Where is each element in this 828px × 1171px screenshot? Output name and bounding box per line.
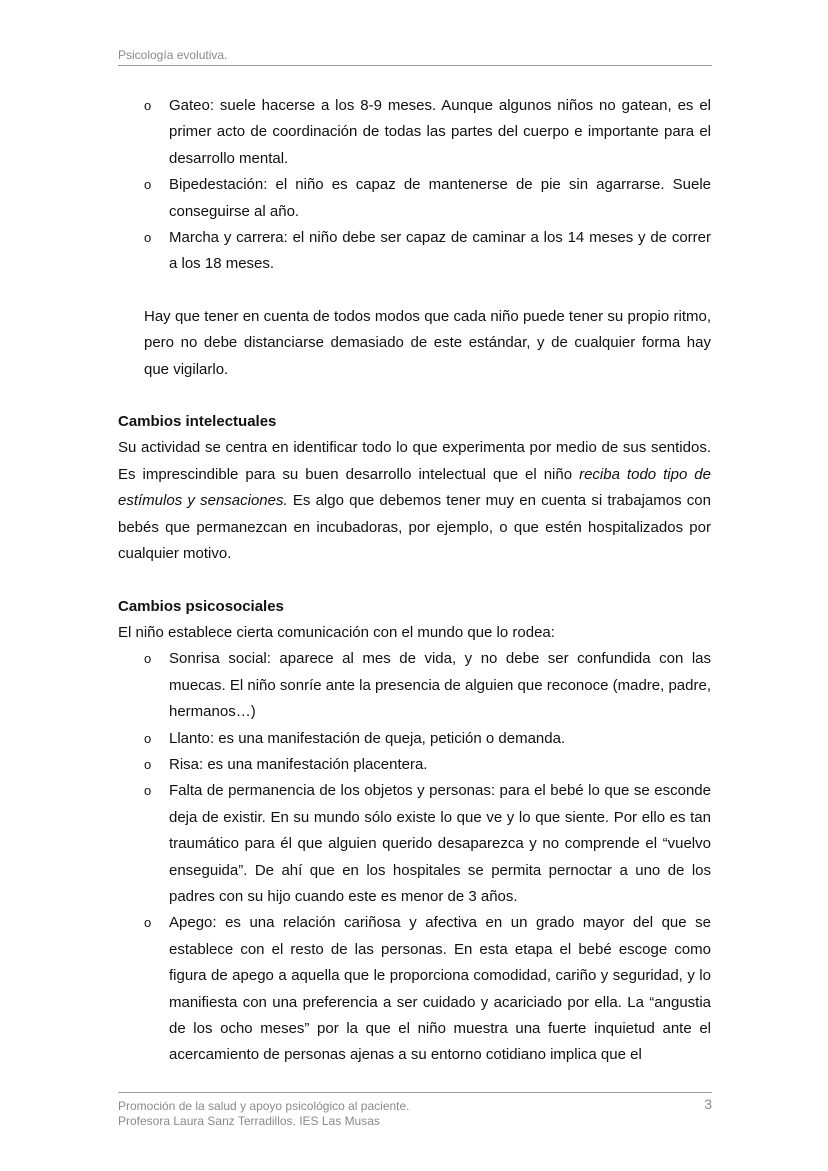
bullet-icon: o (144, 915, 152, 931)
header-title: Psicología evolutiva. (118, 48, 228, 62)
footer-author: Profesora Laura Sanz Terradillos. IES Las Musas (118, 1114, 380, 1128)
bullet-icon: o (144, 783, 152, 799)
page-header (118, 48, 712, 66)
list-item: o Sonrisa social: aparece al mes de vida, y no debe ser confundida con las muecas. El niño sonríe ante la presencia de alguien que reconoce (madre, padre, hermanos…) (169, 646, 711, 725)
list-item: o Llanto: es una manifestación de queja, petición o demanda. (169, 726, 711, 752)
motor-development-list (118, 93, 711, 278)
page-footer (118, 1092, 712, 1129)
psychosocial-list (118, 646, 711, 1069)
list-item: o Bipedestación: el niño es capaz de mantenerse de pie sin agarrarse. Suele conseguirse al año. (169, 172, 711, 225)
bullet-icon: o (144, 230, 152, 246)
list-item: o Gateo: suele hacerse a los 8-9 meses. Aunque algunos niños no gatean, es el primer acto de coordinación de todas las partes del cuerpo e importante para el desarrollo mental. (169, 93, 711, 172)
footer-course: Promoción de la salud y apoyo psicológico al paciente. (118, 1099, 410, 1113)
list-item: o Marcha y carrera: el niño debe ser capaz de caminar a los 14 meses y de correr a los 18 meses. (169, 225, 711, 278)
bullet-icon: o (144, 730, 152, 746)
psychosocial-intro: El niño establece cierta comunicación con el mundo que lo rodea: (118, 623, 555, 641)
psychosocial-heading: Cambios psicosociales (118, 597, 284, 615)
list-item: o Apego: es una relación cariñosa y afectiva en un grado mayor del que se establece con el resto de las personas. En esta etapa el bebé escoge como figura de apego a aquella que le proporciona comodidad, cariño y seguridad, y lo manifiesta con una preferencia a ser cuidado y acariciado por ella. La “angustia de los ocho meses” por la que el niño muestra una fuerte inquietud ante el acercamiento de personas ajenas a su entorno cotidiano implica que el (169, 910, 711, 1068)
page-content (118, 93, 711, 1069)
bullet-icon: o (144, 651, 152, 667)
list-item: o Falta de permanencia de los objetos y personas: para el bebé lo que se esconde deja de existir. En su mundo sólo existe lo que ve y lo que siente. Por ello es tan traumático para él que alguien querido desaparezca y no comprende el “vuelvo enseguida”. De ahí que en los hospitales se permita pernoctar a uno de los padres con su hijo cuando este es menor de 3 años. (169, 778, 711, 910)
intellectual-paragraph: Su actividad se centra en identificar todo lo que experimenta por medio de sus sentidos. Es imprescindible para su buen desarrollo intelectual que el niño reciba todo tipo de estímulos y sensaciones. Es algo que debemos tener muy en cuenta si trabajamos con bebés que permanezcan en incubadoras, por ejemplo, o que estén hospitalizados por cualquier motivo. (118, 439, 711, 563)
list-item: o Risa: es una manifestación placentera. (169, 752, 711, 778)
page-number: 3 (704, 1096, 712, 1112)
bullet-icon: o (144, 177, 152, 193)
bullet-icon: o (144, 98, 152, 113)
motor-note-paragraph: Hay que tener en cuenta de todos modos que cada niño puede tener su propio ritmo, pero no debe distanciarse demasiado de este estándar, y de cualquier forma hay que vigilarlo. (144, 307, 711, 378)
bullet-icon: o (144, 756, 152, 772)
intellectual-heading: Cambios intelectuales (118, 413, 277, 431)
emphasis-text: reciba todo tipo de estímulos y sensaciones. (118, 465, 711, 510)
